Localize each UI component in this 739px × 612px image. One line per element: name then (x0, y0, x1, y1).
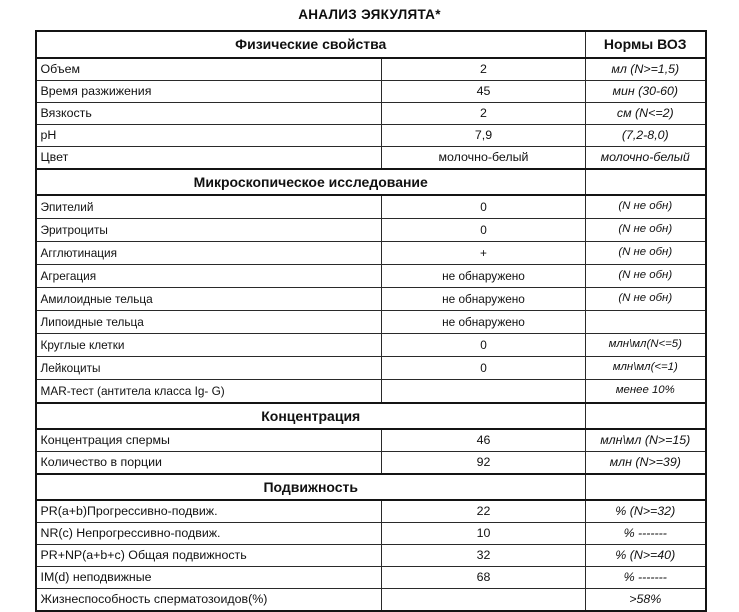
table-row (36, 500, 706, 523)
parameter-name: pH (36, 125, 382, 147)
table-row (36, 125, 706, 147)
parameter-name: Концентрация спермы (36, 429, 382, 452)
table-body (36, 31, 706, 611)
reference-norm: молочно-белый (586, 147, 706, 170)
parameter-value: 22 (382, 500, 586, 523)
parameter-value (382, 380, 586, 404)
parameter-value: не обнаружено (382, 288, 586, 311)
parameter-value: 68 (382, 567, 586, 589)
section-title: Физические свойства (36, 31, 586, 58)
parameter-name: Цвет (36, 147, 382, 170)
section-title: Подвижность (36, 474, 586, 500)
table-row (36, 81, 706, 103)
parameter-value: не обнаружено (382, 311, 586, 334)
reference-norm: мл (N>=1,5) (586, 58, 706, 81)
reference-norm: менее 10% (586, 380, 706, 404)
section-title: Микроскопическое исследование (36, 169, 586, 195)
table-row (36, 103, 706, 125)
table-row (36, 147, 706, 170)
parameter-value: молочно-белый (382, 147, 586, 170)
reference-norm: млн\мл(N<=5) (586, 334, 706, 357)
table-row (36, 311, 706, 334)
table-row (36, 242, 706, 265)
table-row (36, 589, 706, 612)
reference-norm: % (N>=40) (586, 545, 706, 567)
semen-analysis-table (35, 30, 707, 612)
reference-norm: (N не обн) (586, 242, 706, 265)
reference-norm: >58% (586, 589, 706, 612)
report-table-wrapper (35, 30, 705, 612)
table-row (36, 195, 706, 219)
parameter-name: PR(a+b)Прогрессивно-подвиж. (36, 500, 382, 523)
parameter-name: Амилоидные тельца (36, 288, 382, 311)
section-header-row (36, 31, 706, 58)
reference-norm: (N не обн) (586, 265, 706, 288)
parameter-name: Объем (36, 58, 382, 81)
section-norm-blank (586, 169, 706, 195)
section-header-row (36, 169, 706, 195)
parameter-name: Время разжижения (36, 81, 382, 103)
parameter-value: + (382, 242, 586, 265)
parameter-value: 32 (382, 545, 586, 567)
parameter-name: Круглые клетки (36, 334, 382, 357)
parameter-name: NR(c) Непрогрессивно-подвиж. (36, 523, 382, 545)
reference-norm: (N не обн) (586, 195, 706, 219)
parameter-value: 10 (382, 523, 586, 545)
reference-norm (586, 311, 706, 334)
parameter-name: Липоидные тельца (36, 311, 382, 334)
section-title: Концентрация (36, 403, 586, 429)
table-row (36, 380, 706, 404)
reference-norm: % ------- (586, 567, 706, 589)
parameter-name: Вязкость (36, 103, 382, 125)
parameter-value: 46 (382, 429, 586, 452)
table-row (36, 265, 706, 288)
parameter-name: IM(d) неподвижные (36, 567, 382, 589)
parameter-value: 45 (382, 81, 586, 103)
parameter-name: Агглютинация (36, 242, 382, 265)
table-row (36, 429, 706, 452)
parameter-name: Количество в порции (36, 452, 382, 475)
reference-norm: (7,2-8,0) (586, 125, 706, 147)
reference-norm: млн\мл(<=1) (586, 357, 706, 380)
parameter-value: 0 (382, 334, 586, 357)
parameter-value: не обнаружено (382, 265, 586, 288)
section-header-row (36, 474, 706, 500)
parameter-value (382, 589, 586, 612)
parameter-value: 0 (382, 195, 586, 219)
table-row (36, 545, 706, 567)
reference-norm: (N не обн) (586, 219, 706, 242)
parameter-value: 2 (382, 58, 586, 81)
reference-norm: см (N<=2) (586, 103, 706, 125)
reference-norm: % (N>=32) (586, 500, 706, 523)
parameter-name: PR+NP(a+b+c) Общая подвижность (36, 545, 382, 567)
page-title: АНАЛИЗ ЭЯКУЛЯТА* (298, 7, 441, 22)
section-norm-blank (586, 474, 706, 500)
table-row (36, 334, 706, 357)
parameter-name: Агрегация (36, 265, 382, 288)
table-row (36, 523, 706, 545)
parameter-value: 92 (382, 452, 586, 475)
table-row (36, 288, 706, 311)
parameter-name: Лейкоциты (36, 357, 382, 380)
table-row (36, 357, 706, 380)
table-row (36, 567, 706, 589)
norms-column-header: Нормы ВОЗ (586, 31, 706, 58)
table-row (36, 219, 706, 242)
reference-norm: млн\мл (N>=15) (586, 429, 706, 452)
parameter-value: 0 (382, 357, 586, 380)
section-norm-blank (586, 403, 706, 429)
parameter-name: Эритроциты (36, 219, 382, 242)
parameter-name: Эпителий (36, 195, 382, 219)
reference-norm: млн (N>=39) (586, 452, 706, 475)
parameter-name: Жизнеспособность сперматозоидов(%) (36, 589, 382, 612)
section-header-row (36, 403, 706, 429)
table-row (36, 452, 706, 475)
parameter-name: MAR-тест (антитела класса Ig- G) (36, 380, 382, 404)
parameter-value: 7,9 (382, 125, 586, 147)
parameter-value: 0 (382, 219, 586, 242)
reference-norm: мин (30-60) (586, 81, 706, 103)
parameter-value: 2 (382, 103, 586, 125)
table-row (36, 58, 706, 81)
reference-norm: (N не обн) (586, 288, 706, 311)
reference-norm: % ------- (586, 523, 706, 545)
